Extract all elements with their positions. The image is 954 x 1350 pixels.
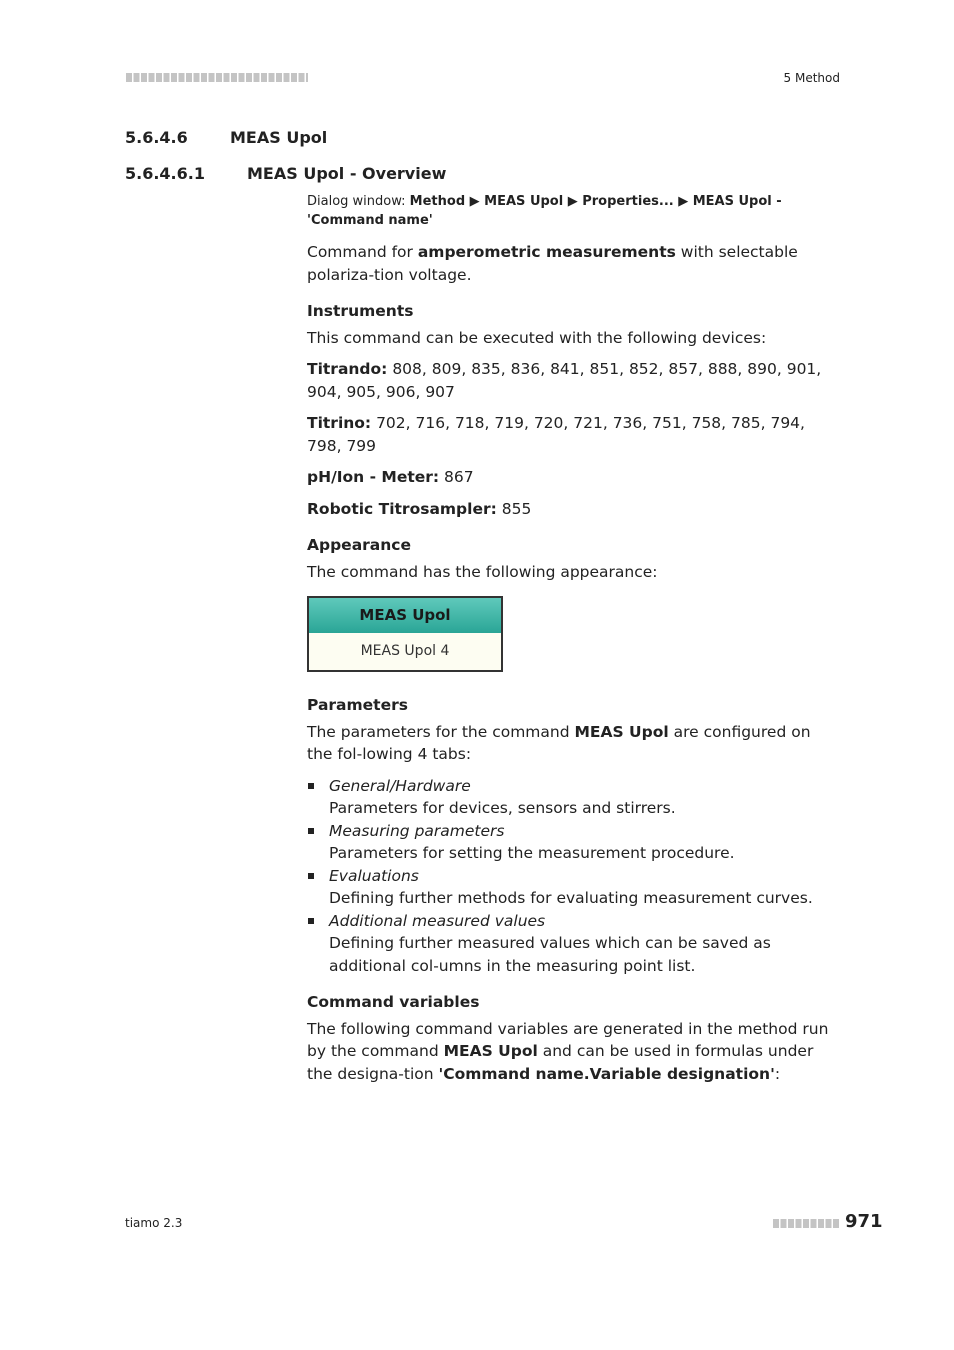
- tab-list: [307, 775, 839, 978]
- titrando-values: 808, 809, 835, 836, 841, 851, 852, 857, 888, 890, 901, 904, 905, 906, 907: [307, 360, 822, 401]
- titrino-list: [307, 412, 839, 457]
- tab-description: Defining further measured values which can be saved as additional col-umns in the measuring point list.: [329, 934, 771, 975]
- tab-name: Measuring parameters: [329, 821, 505, 840]
- section-number: 5.6.4.6: [125, 128, 188, 147]
- section-heading: [125, 128, 328, 147]
- parameters-intro: [307, 721, 839, 766]
- subsection-title: MEAS Upol - Overview: [247, 164, 447, 183]
- page-number: 971: [845, 1211, 883, 1232]
- robotic-values: 855: [496, 499, 532, 518]
- tab-description: Parameters for devices, sensors and stirrers.: [329, 799, 676, 817]
- tab-description: Defining further methods for evaluating measurement curves.: [329, 889, 813, 907]
- titrino-values: 702, 716, 718, 719, 720, 721, 736, 751, 758, 785, 794, 798, 799: [307, 414, 805, 455]
- cv-bold-command: MEAS Upol: [443, 1042, 538, 1060]
- header-decoration: [126, 73, 308, 82]
- intro-text: Command for: [307, 243, 418, 261]
- parameters-intro-bold: MEAS Upol: [574, 722, 669, 741]
- tab-name: General/Hardware: [329, 776, 471, 795]
- command-variables-heading: Command variables: [307, 993, 480, 1011]
- subsection-heading: [125, 164, 447, 183]
- phion-list: [307, 466, 839, 489]
- dialog-path: [307, 192, 839, 230]
- bullet-icon: [308, 828, 314, 834]
- command-variables-text: [307, 1018, 839, 1086]
- dialog-path-value: Method ▶ MEAS Upol ▶ Properties... ▶ MEAS Upol - 'Command name': [307, 194, 782, 228]
- list-item: [307, 910, 839, 978]
- command-box-title: MEAS Upol: [309, 598, 501, 633]
- appearance-intro: The command has the following appearance:: [307, 562, 658, 581]
- subsection-number: 5.6.4.6.1: [125, 164, 205, 183]
- cv-text-mid: and can be used in formulas under the designa-tion: [307, 1042, 814, 1083]
- tab-name: Evaluations: [329, 866, 419, 885]
- parameters-intro-end: are configured on the fol-lowing 4 tabs:: [307, 722, 811, 763]
- section-title: MEAS Upol: [230, 128, 328, 147]
- tab-name: Additional measured values: [329, 911, 546, 930]
- cv-text-end: :: [774, 1064, 781, 1083]
- list-item: [307, 775, 839, 820]
- footer-decoration: [773, 1219, 840, 1228]
- intro-text-end: with selectable polariza-tion voltage.: [307, 243, 798, 284]
- robotic-label: Robotic Titrosampler:: [307, 499, 497, 518]
- instruments-heading: Instruments: [307, 302, 414, 320]
- intro-bold: amperometric measurements: [417, 243, 676, 261]
- command-box-name: MEAS Upol 4: [309, 633, 501, 670]
- phion-label: pH/Ion - Meter:: [307, 468, 440, 486]
- robotic-list: [307, 498, 839, 521]
- bullet-icon: [308, 918, 314, 924]
- command-appearance-box: [307, 596, 503, 672]
- parameters-heading: Parameters: [307, 696, 408, 714]
- instruments-intro: This command can be executed with the following devices:: [307, 328, 767, 347]
- appearance-heading: Appearance: [307, 536, 411, 554]
- cv-bold-designation: 'Command name.Variable designation': [438, 1064, 775, 1083]
- intro-paragraph: [307, 241, 839, 286]
- cv-text: The following command variables are generated in the method run by the command: [307, 1019, 829, 1060]
- list-item: [307, 820, 839, 865]
- titrando-list: [307, 358, 839, 403]
- main-content: [307, 192, 839, 1094]
- list-item: [307, 865, 839, 910]
- tab-description: Parameters for setting the measurement procedure.: [329, 844, 735, 862]
- bullet-icon: [308, 783, 314, 789]
- dialog-prefix: Dialog window:: [307, 194, 410, 209]
- chapter-header: 5 Method: [783, 71, 840, 85]
- footer-product: tiamo 2.3: [125, 1216, 183, 1230]
- parameters-intro-text: The parameters for the command: [307, 722, 575, 741]
- titrando-label: Titrando:: [307, 360, 388, 378]
- titrino-label: Titrino:: [307, 414, 372, 432]
- phion-values: 867: [439, 468, 474, 486]
- bullet-icon: [308, 873, 314, 879]
